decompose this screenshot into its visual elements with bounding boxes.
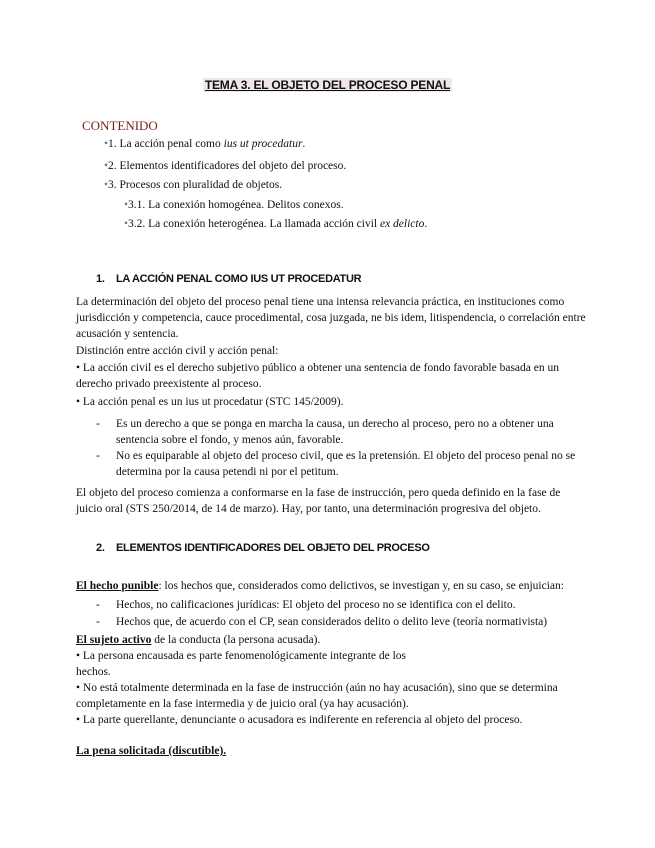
- section-1-dash-1: - Es un derecho a que se ponga en marcha la causa, un derecho al proceso, pero no a obtener una sentencia sobre el fondo, y menos aún, favorable.: [96, 418, 554, 446]
- hecho-dash-1: - Hechos, no calificaciones jurídicas: El objeto del proceso no se identifica con el delito.: [96, 599, 516, 611]
- hecho-punible-paragraph: El hecho punible: los hechos que, considerados como delictivos, se investigan y, en su caso, se enjuician:: [76, 580, 564, 592]
- section-1-bullet-penal: • La acción penal es un ius ut procedatur (STC 145/2009).: [76, 396, 344, 408]
- toc-item-3: •3. Procesos con pluralidad de objetos.: [104, 179, 283, 191]
- toc-item-3-1: •3.1. La conexión homogénea. Delitos conexos.: [124, 199, 344, 211]
- section-1-paragraph-2: Distinción entre acción civil y acción penal:: [76, 345, 279, 357]
- sujeto-bullet-1a: • La persona encausada es parte fenomenológicamente integrante de los: [76, 650, 407, 662]
- contenido-heading: CONTENIDO: [82, 118, 158, 133]
- sujeto-activo-paragraph: El sujeto activo de la conducta (la persona acusada).: [76, 634, 321, 646]
- document-title: TEMA 3. EL OBJETO DEL PROCESO PENAL: [204, 78, 451, 92]
- toc-item-2: •2. Elementos identificadores del objeto del proceso.: [104, 160, 347, 172]
- sujeto-bullet-1b: hechos.: [76, 666, 111, 678]
- section-1-paragraph-3: El objeto del proceso comienza a conformarse en la fase de instrucción, pero queda definido en la fase de juicio oral (STS 250/2014, de 14 de marzo). Hay, por tanto, una determinación progresiva del objeto.: [76, 487, 561, 515]
- pena-solicitada-heading: La pena solicitada (discutible).: [76, 745, 227, 757]
- sujeto-bullet-3: • La parte querellante, denunciante o acusadora es indiferente en referencia al objeto del proceso.: [76, 714, 523, 726]
- section-2-heading: 2. ELEMENTOS IDENTIFICADORES DEL OBJETO DEL PROCESO: [96, 542, 430, 554]
- hecho-dash-2: - Hechos que, de acuerdo con el CP, sean considerados delito o delito leve (teoría normativista): [96, 616, 548, 628]
- toc-item-3-2: •3.2. La conexión heterogénea. La llamada acción civil ex delicto.: [124, 218, 428, 230]
- sujeto-bullet-2: • No está totalmente determinada en la fase de instrucción (aún no hay acusación), sino que se determina completamente en la fase intermedia y de juicio oral (ya hay acusación).: [76, 682, 558, 710]
- section-1-paragraph-1: La determinación del objeto del proceso penal tiene una intensa relevancia práctica, en instituciones como jurisdicción y competencia, cauce procedimental, cosa juzgada, ne bis idem, litispendencia, o correlación entre acusación y sentencia.: [76, 296, 586, 340]
- section-1-bullet-civil: • La acción civil es el derecho subjetivo público a obtener una sentencia de fondo favorable basada en un derecho privado preexistente al proceso.: [76, 362, 559, 390]
- toc-item-1: •1. La acción penal como ius ut procedatur.: [104, 138, 306, 150]
- section-1-heading: 1. LA ACCIÓN PENAL COMO IUS UT PROCEDATUR: [96, 273, 362, 285]
- section-1-dash-2: - No es equiparable al objeto del proceso civil, que es la pretensión. El objeto del proceso penal no se determina por la causa petendi ni por el petitum.: [96, 450, 576, 478]
